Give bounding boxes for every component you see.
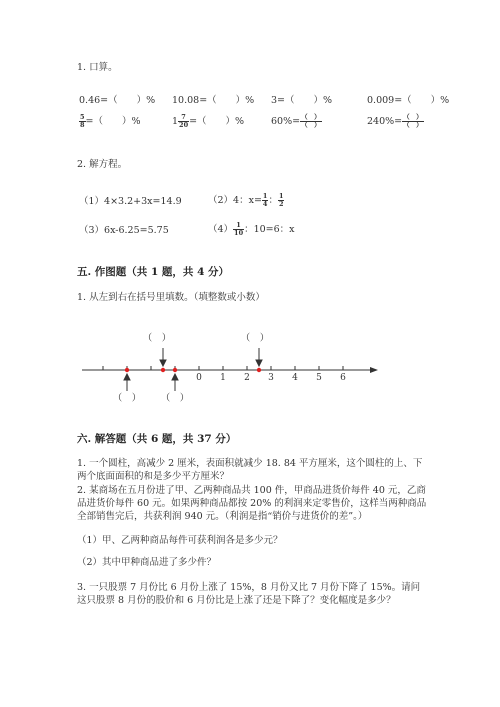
answer-blank[interactable]: （ ） <box>112 393 142 404</box>
equation-1: （1）4×3.2+3x=14.9 <box>79 196 182 207</box>
oral-item-3: 3=（ ）% <box>271 95 333 106</box>
red-point <box>257 368 261 372</box>
equation-4: （4） $\frac{1}{10}$ ：10=6：x <box>208 221 295 237</box>
oral-item-1: 0.46=（ ）% <box>79 95 156 106</box>
problem-1: 1. 一个圆柱，高减少 2 厘米，表面积就减少 18. 84 平方厘米，这个圆柱的上、下两个底面面积的和是多少平方厘米？ <box>77 458 423 482</box>
tick-label: 4 <box>292 373 298 383</box>
fraction: $\frac{( )}{( )}$ <box>403 113 423 129</box>
answer-blank[interactable]: （ ） <box>240 333 270 344</box>
oral-item-5: $\frac{5}{8}$ =（ ）% <box>80 113 141 129</box>
answer-blank[interactable]: （ ） <box>160 393 190 404</box>
oral-item-2: 10.08=（ ）% <box>172 95 255 106</box>
fraction: $\frac{1}{2}$ <box>278 192 284 208</box>
oral-item-6: 1 $\frac{7}{20}$ =（ ）% <box>172 113 245 129</box>
fraction: $\frac{5}{8}$ <box>80 113 85 129</box>
problem-3: 3. 一只股票 7 月份比 6 月份上涨了 15%，8 月份又比 7 月份下降了 15%。请问这只股票 8 月份的股价和 6 月份比是上涨了还是下降了？变化幅度是多少？ <box>77 582 421 606</box>
tick-label: 6 <box>340 373 346 383</box>
tick-label: 3 <box>268 373 274 383</box>
arrow-head-icon <box>370 367 378 373</box>
equation-2: （2）4：x= $\frac{1}{4}$ ： $\frac{1}{2}$ <box>208 192 284 208</box>
section-6-heading: 六. 解答题（共 6 题，共 37 分） <box>77 433 237 445</box>
problem-2-part-1: （1）甲、乙两种商品每件可获利润各是多少元？ <box>77 535 283 546</box>
equation-3: （3）6x-6.25=5.75 <box>79 225 169 236</box>
up-arrow-icon <box>172 374 178 380</box>
fraction: $\frac{1}{10}$ <box>234 221 244 237</box>
up-arrow-icon <box>124 374 130 380</box>
problem-2: 2. 某商场在五月份进了甲、乙两种商品共 100 件，甲商品进货价每件 40 元，乙商品进货价每件 60 元。如果两种商品都按 20% 的利润来定零售价，这样当两种商品全部销售完后，共获利润 940 元。（利润是指“销价与进货价的差”。） <box>77 485 427 522</box>
section-1-title: 1. 口算。 <box>77 62 118 73</box>
tick-label: 0 <box>196 373 202 383</box>
oral-item-7: 60%= $\frac{( )}{( )}$ <box>271 113 321 129</box>
red-point <box>161 368 165 372</box>
fraction: $\frac{1}{4}$ <box>262 192 268 208</box>
section-5-heading: 五. 作图题（共 1 题，共 4 分） <box>77 266 230 278</box>
fraction: $\frac{7}{20}$ <box>179 113 189 129</box>
oral-item-4: 0.009=（ ）% <box>367 95 450 106</box>
fraction: $\frac{( )}{( )}$ <box>301 113 321 129</box>
section-2-title: 2. 解方程。 <box>77 159 128 170</box>
tick-label: 5 <box>316 373 322 383</box>
oral-item-8: 240%= $\frac{( )}{( )}$ <box>367 113 423 129</box>
problem-2-part-2: （2）其中甲种商品进了多少件？ <box>77 557 217 568</box>
red-point <box>125 368 129 372</box>
down-arrow-icon <box>256 360 262 366</box>
ticks <box>103 366 343 370</box>
tick-label: 1 <box>220 373 226 383</box>
tick-label: 2 <box>244 373 250 383</box>
red-point <box>173 368 177 372</box>
down-arrow-icon <box>160 360 166 366</box>
number-line-figure <box>0 325 500 405</box>
answer-blank[interactable]: （ ） <box>142 333 172 344</box>
question-5-1: 1. 从左到右在括号里填数。（填整数或小数） <box>77 292 265 303</box>
